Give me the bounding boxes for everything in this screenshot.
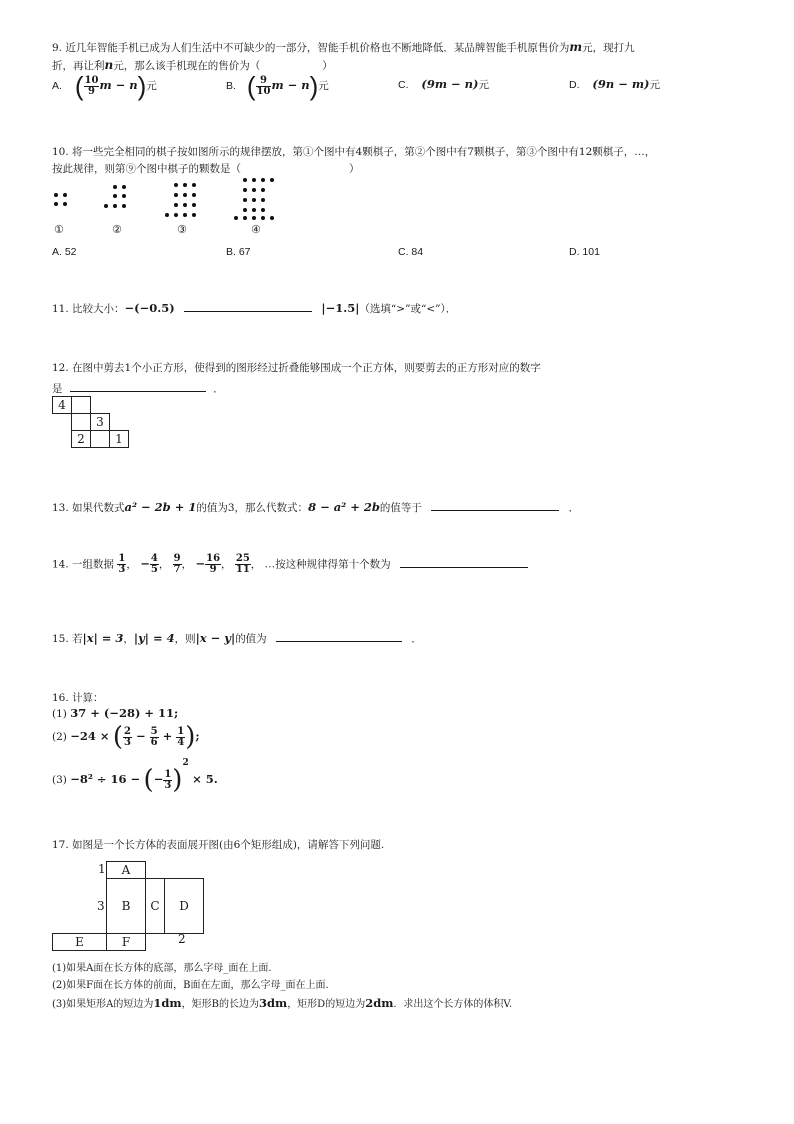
chess-piece [174,183,178,187]
chess-piece [54,202,58,206]
chess-piece [174,203,178,207]
q9-option-a[interactable]: A. ( $\frac{10}{9}$ m − n)元 [52,71,157,101]
chess-piece [183,183,187,187]
fraction: $\frac{10}{9}$ [84,74,99,97]
chess-piece [104,204,108,208]
chess-piece [252,216,256,220]
answer-blank[interactable] [431,499,559,511]
q10-line1: 10. 将一些完全相同的棋子按如图所示的规律摆放，第①个图中有4颗棋子，第②个图中有7颗棋子，第③个图中有12颗棋子，…， [52,146,656,158]
chess-piece [54,193,58,197]
chess-piece [252,198,256,202]
net-cell[interactable] [71,396,91,414]
edge-label: 1 [98,862,106,876]
chess-piece [192,213,196,217]
figure-label: ② [112,223,122,236]
answer-blank[interactable] [184,300,312,312]
q17-text: 17. 如图是一个长方体的表面展开图(由6个矩形组成)，请解答下列问题. [52,839,385,851]
net-face-e[interactable]: E [52,933,107,951]
net-face-d[interactable]: D [164,878,204,934]
q10-line2: 按此规律，则第⑨个图中棋子的颗数是（ ） [52,163,360,175]
net-cell[interactable] [90,430,110,448]
q9-line2: 折，再让利n元，那么该手机现在的售价为（ ） [52,58,333,72]
chess-piece [270,216,274,220]
chess-piece [113,204,117,208]
q9-line1: 9. 近几年智能手机已成为人们生活中不可缺少的一部分，智能手机价格也不断地降低．某品牌智能手机原售价为m元，现打九 [52,40,635,54]
chess-piece [183,193,187,197]
net-cell[interactable] [71,413,91,431]
net-cell[interactable]: 4 [52,396,72,414]
figure-label: ④ [251,223,261,236]
q10-option-b[interactable]: B. 67 [226,246,251,258]
q9-option-c[interactable]: C. (9m − n)元 [398,77,489,91]
edge-label: 2 [178,932,186,946]
chess-piece [243,208,247,212]
chess-piece [252,178,256,182]
figure-label: ① [54,223,64,236]
chess-piece [174,213,178,217]
net-face-f[interactable]: F [106,933,146,951]
chess-piece [113,194,117,198]
chess-piece [165,213,169,217]
q10-option-c[interactable]: C. 84 [398,246,424,258]
fraction: $\frac{9}{10}$ [256,74,271,97]
q16-title: 16. 计算： [52,692,104,704]
net-cell[interactable]: 3 [90,413,110,431]
q16-item-1: (1) 37 + (−28) + 11; [52,706,179,720]
net-face-c[interactable]: C [145,878,165,934]
chess-piece [63,202,67,206]
chess-piece [270,178,274,182]
chess-piece [234,216,238,220]
q17-sub-1: (1)如果A面在长方体的底部，那么字母_面在上面. [52,963,272,974]
chess-piece [192,193,196,197]
chess-piece [243,216,247,220]
chess-piece [261,216,265,220]
question-13: 13. 如果代数式a² − 2b + 1的值为3，那么代数式：8 − a² + 2b的值等于 ． [52,500,580,514]
net-cell[interactable]: 1 [109,430,129,448]
chess-piece [252,188,256,192]
q16-item-3: (3) −8² ÷ 16 − (− $\frac{1}{3}$ )$^2$ × 5. [52,758,218,795]
chess-piece [122,185,126,189]
chess-piece [261,188,265,192]
figure-label: ③ [177,223,187,236]
q10-option-d[interactable]: D. 101 [569,246,600,258]
edge-label: 3 [97,899,105,913]
chess-piece [261,198,265,202]
chess-piece [252,208,256,212]
chess-piece [183,213,187,217]
chess-piece [243,198,247,202]
answer-blank[interactable] [276,630,402,642]
chess-piece [261,208,265,212]
answer-blank[interactable] [400,556,528,568]
q12-line1: 12. 在图中剪去1个小正方形，使得到的图形经过折叠能够围成一个正方体，则要剪去的正方形对应的数字 [52,362,541,374]
net-face-b[interactable]: B [106,878,146,934]
q9-option-d[interactable]: D. (9n − m)元 [569,77,660,91]
net-cell[interactable]: 2 [71,430,91,448]
chess-piece [243,188,247,192]
q17-sub-2: (2)如果F面在长方体的前面，B面在左面，那么字母_面在上面. [52,980,329,991]
chess-piece [63,193,67,197]
chess-piece [122,204,126,208]
chess-piece [243,178,247,182]
chess-piece [174,193,178,197]
chess-piece [122,194,126,198]
q10-option-a[interactable]: A. 52 [52,246,77,258]
q17-sub-3: (3)如果矩形A的短边为1dm，矩形B的长边为3dm，矩形D的短边为2dm．求出这个长方体的体积V. [52,996,513,1010]
chess-piece [192,203,196,207]
answer-blank[interactable] [70,380,206,392]
chess-piece [183,203,187,207]
question-14: 14. 一组数据 $\frac{1}{3}$ ， − $\frac{4}{5}$ ， $\frac{9}{7}$ ， − $\frac{16}{9}$ ， $\frac{25}{11}$ ， …按这种规律得第十个数为 [52,554,528,575]
chess-piece [113,185,117,189]
question-15: 15. 若|x| = 3，|y| = 4，则|x − y|的值为 ． [52,631,422,645]
question-11: 11. 比较大小：−(−0.5) |−1.5|（选填“>”或“<”）． [52,301,457,315]
chess-piece [261,178,265,182]
q9-option-b[interactable]: B. ( $\frac{9}{10}$ m − n)元 [226,71,329,101]
chess-piece [192,183,196,187]
q12-line2: 是 ． [52,380,224,396]
q16-item-2: (2) −24 × ( $\frac{2}{3}$ − $\frac{5}{6}$ + $\frac{1}{4}$ ); [52,722,200,752]
net-face-a[interactable]: A [106,861,146,879]
